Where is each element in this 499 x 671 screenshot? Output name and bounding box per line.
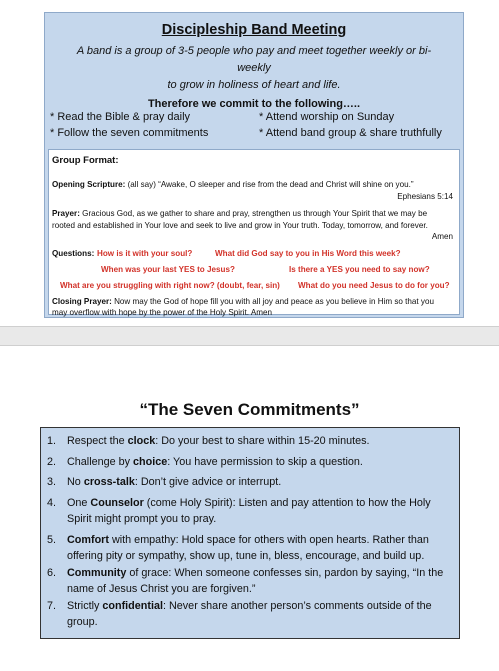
commitment-keyword: Community <box>67 567 127 579</box>
commitment-keyword: Comfort <box>67 534 109 546</box>
commitment-keyword: clock <box>127 435 156 447</box>
opening-prayer <box>52 208 427 220</box>
commitment-text: Respect the clock: Do your best to share within 15-20 minutes. <box>67 435 370 447</box>
band-title: Discipleship Band Meeting <box>161 22 347 38</box>
commitment-number: 1. <box>47 435 57 447</box>
closing-prayer-text-line-1: Now may the God of hope fill you with all joy and peace as you believe in Him so that you <box>114 297 434 306</box>
commitment-keyword: cross-talk <box>83 476 135 488</box>
commitment-text: Challenge by choice: You have permission to skip a question. <box>67 456 363 468</box>
commitment-row <box>41 598 459 630</box>
commitment-text: No cross-talk: Don’t give advice or interrupt. <box>67 476 282 488</box>
commitment-keyword: choice <box>133 456 168 468</box>
commitment-text: Strictly confidential: Never share another person’s comments outside of the group. <box>67 600 432 628</box>
seven-commitments-title: “The Seven Commitments” <box>139 400 360 419</box>
prayer-amen: Amen <box>431 232 453 241</box>
seven-commitments-box <box>40 427 460 639</box>
band-description-line-1: A band is a group of 3-5 people who pay and meet together weekly or bi-weekly <box>76 45 432 74</box>
question-item: Is there a YES you need to say now? <box>289 265 430 274</box>
band-info-card <box>44 12 464 318</box>
commitment-number: 7. <box>47 600 57 612</box>
opening-scripture-text: (all say) “Awake, O sleeper and rise from the dead and Christ will shine on you.” <box>127 180 414 189</box>
opening-scripture <box>52 179 414 191</box>
question-item: When was your last YES to Jesus? <box>101 265 235 274</box>
closing-prayer <box>52 296 434 308</box>
commitment-item: * Read the Bible & pray daily <box>50 111 191 123</box>
commitment-text: One Counselor (come Holy Spirit): Listen and pay attention to how the Holy Spirit might prompt you to pray. <box>67 497 431 525</box>
commitment-item: * Attend worship on Sunday <box>259 111 395 123</box>
commitment-keyword: Counselor <box>90 497 144 509</box>
band-description <box>61 43 447 94</box>
prayer-label: Prayer: <box>52 209 80 218</box>
commitment-number: 4. <box>47 497 57 509</box>
questions-label: Questions: <box>52 249 95 258</box>
opening-scripture-label: Opening Scripture: <box>52 180 126 189</box>
commitment-number: 2. <box>47 456 57 468</box>
question-item: What do you need Jesus to do for you? <box>298 281 450 290</box>
commitment-item: * Attend band group & share truthfully <box>259 127 442 139</box>
page-separator <box>0 326 499 346</box>
commitment-row <box>41 433 459 449</box>
prayer-text-line-1: Gracious God, as we gather to share and pray, strengthen us through Your Spirit that we may be <box>82 209 428 218</box>
commitment-number: 6. <box>47 567 57 579</box>
prayer-text-line-2: rooted and established in Your love and seek to live and grow in Your truth. Today, tomorrow, and forever. <box>52 221 428 230</box>
question-item: What did God say to you in His Word this week? <box>215 249 401 258</box>
commitments-heading: Therefore we commit to the following….. <box>147 98 361 110</box>
commitment-item: * Follow the seven commitments <box>50 127 209 139</box>
commitment-row <box>41 565 459 597</box>
group-format-box <box>48 149 460 315</box>
commitment-number: 5. <box>47 534 57 546</box>
group-format-title: Group Format: <box>52 155 119 166</box>
commitment-text: Comfort with empathy: Hold space for others with open hearts. Rather than offering pity or sympathy, show up, tune in, bless, encourage, and build up. <box>67 534 429 562</box>
commitment-row <box>41 495 459 527</box>
closing-prayer-text-line-2: may overflow with hope by the power of the Holy Spirit. Amen <box>52 308 272 317</box>
closing-prayer-label: Closing Prayer: <box>52 297 112 306</box>
opening-scripture-reference: Ephesians 5:14 <box>397 192 453 201</box>
commitment-row <box>41 454 459 470</box>
commitment-row <box>41 532 459 564</box>
question-item: What are you struggling with right now? (doubt, fear, sin) <box>60 281 280 290</box>
question-item: How is it with your soul? <box>97 249 193 258</box>
commitment-row <box>41 474 459 490</box>
commitment-text: Community of grace: When someone confesses sin, pardon by saying, “In the name of Jesus Christ you are forgiven.” <box>67 567 444 595</box>
band-description-line-2: to grow in holiness of heart and life. <box>167 79 341 91</box>
commitment-keyword: confidential <box>102 600 163 612</box>
commitment-number: 3. <box>47 476 57 488</box>
